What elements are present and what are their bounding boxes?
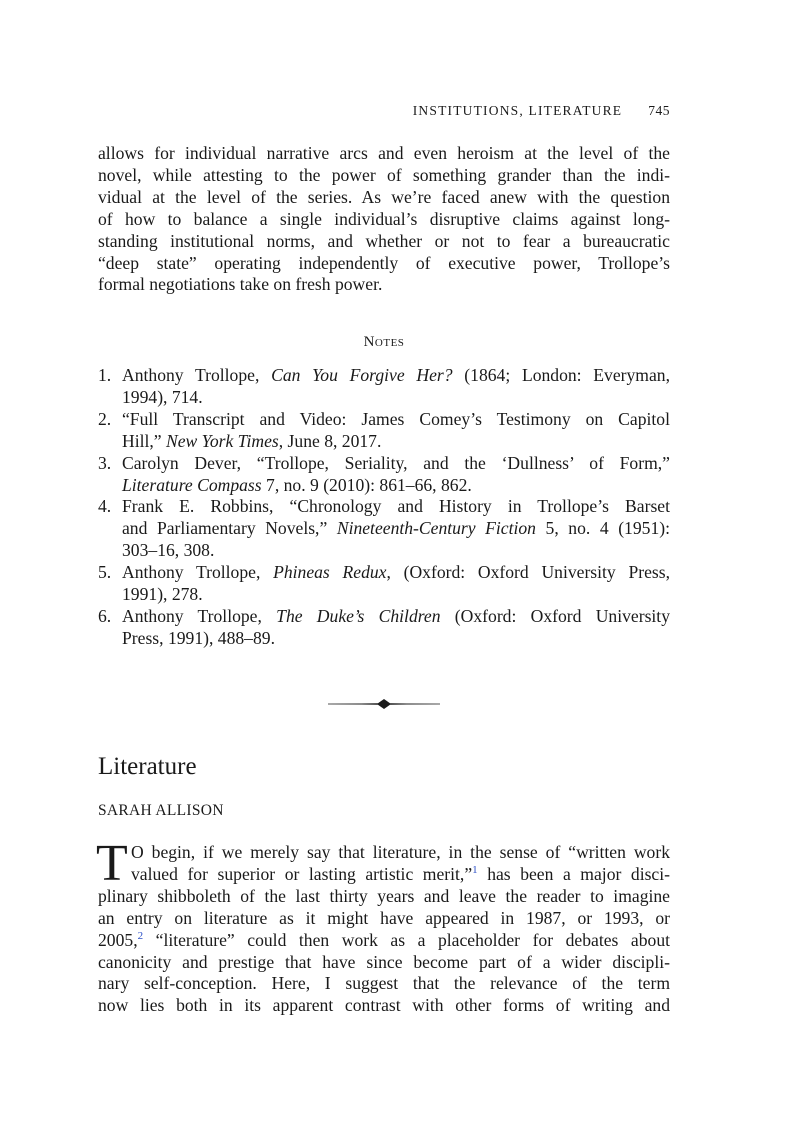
intro-paragraph <box>98 143 670 296</box>
note-number: 2. <box>98 408 112 429</box>
note-item <box>98 496 670 562</box>
text-line <box>98 930 670 952</box>
note-title: New York Times <box>165 430 279 451</box>
text-fragment: 2005, <box>98 929 138 950</box>
note-number: 5. <box>98 562 112 583</box>
note-number: 4. <box>98 496 112 517</box>
body-paragraph <box>98 842 670 1017</box>
text-line: standing institutional norms, and whether or not to fear a bureaucratic <box>98 230 670 251</box>
note-number: 1. <box>98 365 112 385</box>
text-fragment: has been a major disci- <box>477 863 670 884</box>
text-line: novel, while attesting to the power of something grander than the indi- <box>98 164 670 185</box>
note-item <box>98 606 670 650</box>
note-title: Nineteenth-Century Fiction <box>336 518 536 539</box>
note-text: and Parliamentary Novels,” <box>122 518 337 539</box>
text-line: “deep state” operating independently of executive power, Trollope’s <box>98 252 670 273</box>
section-title: Literature <box>98 753 197 780</box>
note-text: Carolyn Dever, “Trollope, Seriality, and the ‘Dullness’ of Form,” <box>122 452 670 473</box>
note-text: 5, no. 4 (1951): <box>535 518 670 539</box>
text-line: allows for individual narrative arcs and even heroism at the level of the <box>98 143 670 163</box>
text-fragment: valued for superior or lasting artistic merit,” <box>131 863 473 884</box>
text-line <box>131 864 670 886</box>
text-line: nary self-conception. Here, I suggest that the relevance of the term <box>98 973 670 994</box>
footnote-link-1[interactable]: 1 <box>472 863 478 876</box>
note-text: , (Oxford: Oxford University Press, <box>386 562 670 583</box>
running-head <box>98 103 670 119</box>
note-text: “Full Transcript and Video: James Comey’s Testimony on Capitol <box>122 408 670 429</box>
page-number: 745 <box>648 103 670 118</box>
note-text: Hill,” <box>122 430 166 451</box>
note-text: Frank E. Robbins, “Chronology and History in Trollope’s Barset <box>122 496 670 517</box>
note-item <box>98 453 670 497</box>
note-text: (Oxford: Oxford University <box>440 605 670 626</box>
text-line: vidual at the level of the series. As we’re faced anew with the question <box>98 186 670 207</box>
text-line: O begin, if we merely say that literature, in the sense of “written work <box>131 842 670 862</box>
author-name: SARAH ALLISON <box>98 802 224 819</box>
text-fragment: “literature” could then work as a placeholder for debates about <box>143 929 670 950</box>
footnote-link-2[interactable]: 2 <box>137 929 144 942</box>
section-divider-ornament <box>328 696 440 712</box>
note-text: Anthony Trollope, <box>122 605 277 626</box>
note-text: Anthony Trollope, <box>122 562 274 583</box>
note-item <box>98 365 670 409</box>
note-item <box>98 562 670 606</box>
note-item <box>98 409 670 453</box>
note-text: 303–16, 308. <box>122 540 215 561</box>
text-line: canonicity and prestige that have since become part of a wider discipli- <box>98 951 670 972</box>
note-text: Press, 1991), 488–89. <box>122 627 275 648</box>
note-title: The Duke’s Children <box>276 605 441 626</box>
note-text: 1994), 714. <box>122 386 203 407</box>
note-title: Can You Forgive Her? <box>271 365 453 385</box>
note-text: (1864; London: Everyman, <box>452 365 670 385</box>
text-line: now lies both in its apparent contrast with other forms of writing and <box>98 995 670 1016</box>
note-text: 7, no. 9 (2010): 861–66, 862. <box>261 474 472 495</box>
note-title: Literature Compass <box>122 474 262 495</box>
note-number: 6. <box>98 605 112 626</box>
note-number: 3. <box>98 452 112 473</box>
note-text: , June 8, 2017. <box>278 430 382 451</box>
note-text: 1991), 278. <box>122 584 203 605</box>
text-line: formal negotiations take on fresh power. <box>98 274 383 295</box>
running-head-title: INSTITUTIONS, LITERATURE <box>412 103 623 118</box>
text-line: plinary shibboleth of the last thirty years and leave the reader to imagine <box>98 885 670 906</box>
text-line: of how to balance a single individual’s disruptive claims against long- <box>98 208 670 229</box>
drop-cap: T <box>96 835 128 892</box>
text-line: an entry on literature as it might have appeared in 1987, or 1993, or <box>98 907 670 928</box>
note-title: Phineas Redux <box>273 562 387 583</box>
note-text: Anthony Trollope, <box>122 365 272 385</box>
notes-list <box>98 365 670 650</box>
notes-heading: Notes <box>363 334 405 350</box>
